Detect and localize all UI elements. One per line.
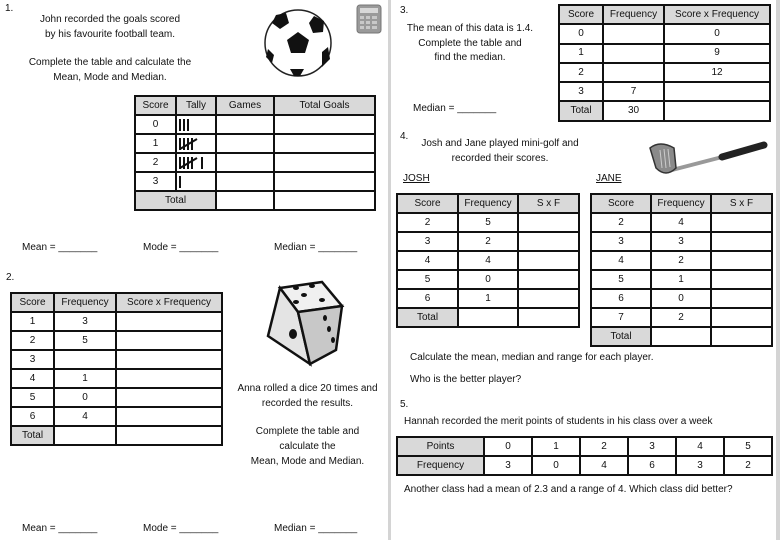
table-cell[interactable]: 4 <box>54 407 116 426</box>
table-cell[interactable] <box>116 331 222 350</box>
column-header: Frequency <box>458 194 518 213</box>
table-cell[interactable]: 3 <box>559 82 603 101</box>
q4-number: 4. <box>400 131 409 142</box>
q1-instructions <box>10 55 210 85</box>
total-row <box>559 101 770 120</box>
calculator-icon <box>356 4 382 34</box>
q4-line1: Josh and Jane played mini-golf and <box>421 138 579 149</box>
table-row <box>11 388 222 407</box>
score-cell[interactable]: 0 <box>135 115 176 134</box>
q2-table <box>10 292 223 446</box>
table-cell[interactable]: 2 <box>651 308 711 327</box>
total-cell[interactable] <box>116 426 222 445</box>
table-cell[interactable]: 1 <box>458 289 518 308</box>
table-cell[interactable]: 1 <box>651 270 711 289</box>
dice-icon <box>262 278 354 368</box>
table-cell[interactable] <box>518 270 579 289</box>
table-cell[interactable] <box>116 369 222 388</box>
q2-line2: recorded the results. <box>261 398 354 409</box>
table-cell[interactable]: 9 <box>664 44 770 63</box>
table-cell[interactable]: 2 <box>397 213 458 232</box>
q1-median: Median = _______ <box>274 242 358 253</box>
table-cell[interactable]: 5 <box>397 270 458 289</box>
goals-total-cell[interactable] <box>274 191 375 210</box>
tally-marks-icon <box>177 118 213 132</box>
table-row <box>11 407 222 426</box>
header-row <box>559 5 770 24</box>
table-cell[interactable]: 5 <box>54 331 116 350</box>
table-cell[interactable]: 3 <box>651 232 711 251</box>
table-cell[interactable]: 1 <box>54 369 116 388</box>
q1-intro <box>20 12 200 42</box>
table-row <box>135 153 375 172</box>
frequency-cell[interactable]: 3 <box>676 456 724 475</box>
games-cell[interactable] <box>216 153 274 172</box>
q1-number: 1. <box>5 3 14 14</box>
q4-task1: Calculate the mean, median and range for each player. <box>410 352 654 363</box>
q1-line2: by his favourite football team. <box>44 29 176 40</box>
table-cell[interactable] <box>711 251 772 270</box>
column-header: Score x Frequency <box>664 5 770 24</box>
q2-mode: Mode = _______ <box>143 523 219 534</box>
table-cell[interactable] <box>664 82 770 101</box>
jane-label: JANE <box>596 173 622 184</box>
table-cell[interactable]: 2 <box>651 251 711 270</box>
column-header: Frequency <box>603 5 664 24</box>
table-row <box>591 270 772 289</box>
page-edge <box>776 0 780 540</box>
table-cell[interactable]: 5 <box>11 388 54 407</box>
points-label: Points <box>397 437 484 456</box>
table-cell[interactable]: 1 <box>559 44 603 63</box>
table-cell[interactable] <box>603 63 664 82</box>
josh-table <box>396 193 580 328</box>
frequency-cell[interactable]: 6 <box>628 456 676 475</box>
table-cell[interactable] <box>711 308 772 327</box>
table-row <box>135 172 375 191</box>
table-cell[interactable]: 0 <box>651 289 711 308</box>
frequency-label: Frequency <box>397 456 484 475</box>
table-cell[interactable] <box>54 350 116 369</box>
table-row <box>11 331 222 350</box>
table-cell[interactable]: 3 <box>54 312 116 331</box>
table-cell[interactable]: 0 <box>54 388 116 407</box>
total-label: Total <box>397 308 458 327</box>
q1-table <box>134 95 376 211</box>
table-cell[interactable]: 5 <box>458 213 518 232</box>
table-row <box>397 213 579 232</box>
score-cell[interactable]: 3 <box>135 172 176 191</box>
q2-line4: calculate the <box>279 441 336 452</box>
q1-line4: Mean, Mode and Median. <box>53 72 167 83</box>
table-cell[interactable]: 6 <box>591 289 651 308</box>
table-row <box>397 270 579 289</box>
total-row <box>11 426 222 445</box>
table-row <box>559 63 770 82</box>
q2-line5: Mean, Mode and Median. <box>250 456 365 467</box>
table-row <box>591 213 772 232</box>
table-cell[interactable]: 4 <box>397 251 458 270</box>
total-goals-cell[interactable] <box>274 115 375 134</box>
table-cell[interactable] <box>116 388 222 407</box>
q3-line1: The mean of this data is 1.4. <box>406 23 534 34</box>
frequency-cell[interactable]: 2 <box>724 456 772 475</box>
total-cell[interactable] <box>458 308 518 327</box>
tally-cell[interactable] <box>176 134 216 153</box>
column-header: Score <box>591 194 651 213</box>
table-cell[interactable]: 2 <box>458 232 518 251</box>
table-row <box>397 251 579 270</box>
q2-line1: Anna rolled a dice 20 times and <box>237 383 378 394</box>
total-goals-cell[interactable] <box>274 134 375 153</box>
header-row <box>135 96 375 115</box>
soccer-ball-icon <box>262 7 334 79</box>
table-row <box>559 82 770 101</box>
total-cell[interactable] <box>518 308 579 327</box>
q3-table <box>558 4 771 122</box>
table-cell[interactable]: 3 <box>591 232 651 251</box>
table-cell[interactable]: 4 <box>458 251 518 270</box>
table-row <box>11 350 222 369</box>
table-row <box>11 312 222 331</box>
table-cell[interactable] <box>116 407 222 426</box>
games-cell[interactable] <box>216 134 274 153</box>
tally-marks-icon <box>177 137 213 151</box>
table-cell[interactable]: 3 <box>11 350 54 369</box>
q2-intro <box>225 381 390 469</box>
points-cell[interactable]: 1 <box>532 437 580 456</box>
jane-table <box>590 193 773 347</box>
q2-number: 2. <box>6 272 15 283</box>
q5-question: Another class had a mean of 2.3 and a range of 4. Which class did better? <box>404 484 733 495</box>
q3-intro <box>400 22 540 66</box>
frequency-cell[interactable]: 0 <box>532 456 580 475</box>
header-row <box>11 293 222 312</box>
q2-line3: Complete the table and <box>255 426 360 437</box>
total-cell[interactable] <box>651 327 711 346</box>
column-header: Total Goals <box>274 96 375 115</box>
column-header: Score <box>135 96 176 115</box>
column-header: Frequency <box>54 293 116 312</box>
table-cell[interactable] <box>711 289 772 308</box>
table-cell[interactable] <box>711 232 772 251</box>
total-row <box>397 308 579 327</box>
table-cell[interactable]: 2 <box>11 331 54 350</box>
table-cell[interactable] <box>711 213 772 232</box>
total-label: Total <box>135 191 216 210</box>
q3-median: Median = _______ <box>413 103 497 114</box>
table-row <box>397 232 579 251</box>
golf-club-icon <box>646 138 770 180</box>
q3-line3: find the median. <box>434 52 506 63</box>
table-cell[interactable]: 3 <box>397 232 458 251</box>
total-goals-cell[interactable] <box>274 172 375 191</box>
q5-intro: Hannah recorded the merit points of students in his class over a week <box>404 416 713 427</box>
q4-task2: Who is the better player? <box>410 374 522 385</box>
table-cell[interactable] <box>518 289 579 308</box>
table-cell[interactable] <box>518 232 579 251</box>
column-header: Score x Frequency <box>116 293 222 312</box>
q2-mean: Mean = _______ <box>22 523 98 534</box>
column-header: Games <box>216 96 274 115</box>
table-cell[interactable]: 0 <box>559 24 603 43</box>
table-cell[interactable]: 5 <box>591 270 651 289</box>
total-cell[interactable]: 30 <box>603 101 664 120</box>
total-row <box>135 191 375 210</box>
table-row <box>135 134 375 153</box>
games-cell[interactable] <box>216 172 274 191</box>
table-cell[interactable] <box>603 44 664 63</box>
points-cell[interactable]: 2 <box>580 437 628 456</box>
tally-marks-icon <box>177 156 213 170</box>
total-cell[interactable] <box>711 327 772 346</box>
table-cell[interactable]: 6 <box>11 407 54 426</box>
column-header: Score <box>559 5 603 24</box>
q4-line2: recorded their scores. <box>451 152 549 164</box>
points-cell[interactable]: 4 <box>676 437 724 456</box>
table-cell[interactable]: 0 <box>664 24 770 43</box>
q2-median: Median = _______ <box>274 523 358 534</box>
table-cell[interactable]: 0 <box>458 270 518 289</box>
table-row <box>135 115 375 134</box>
tally-cell[interactable] <box>176 153 216 172</box>
table-cell[interactable]: 6 <box>397 289 458 308</box>
table-row <box>591 232 772 251</box>
table-cell[interactable]: 4 <box>11 369 54 388</box>
total-cell: Total <box>559 101 603 120</box>
total-row <box>591 327 772 346</box>
points-cell[interactable]: 3 <box>628 437 676 456</box>
table-row <box>591 289 772 308</box>
q1-mode: Mode = _______ <box>143 242 219 253</box>
table-row <box>591 308 772 327</box>
table-row <box>559 44 770 63</box>
table-cell[interactable] <box>518 251 579 270</box>
header-row <box>591 194 772 213</box>
total-goals-cell[interactable] <box>274 153 375 172</box>
games-total-cell[interactable] <box>216 191 274 210</box>
table-cell[interactable] <box>116 312 222 331</box>
josh-label: JOSH <box>403 173 430 184</box>
total-cell[interactable] <box>664 101 770 120</box>
tally-marks-icon <box>177 175 213 189</box>
points-row <box>397 437 772 456</box>
q4-intro <box>410 137 590 166</box>
q3-number: 3. <box>400 5 409 16</box>
column-header: Frequency <box>651 194 711 213</box>
frequency-row <box>397 456 772 475</box>
tally-cell[interactable] <box>176 115 216 134</box>
table-cell[interactable]: 4 <box>591 251 651 270</box>
q1-line3: Complete the table and calculate the <box>28 57 192 68</box>
table-row <box>591 251 772 270</box>
table-cell[interactable]: 7 <box>591 308 651 327</box>
q5-number: 5. <box>400 399 409 410</box>
table-cell[interactable]: 2 <box>559 63 603 82</box>
table-cell[interactable]: 12 <box>664 63 770 82</box>
tally-cell[interactable] <box>176 172 216 191</box>
column-header: Tally <box>176 96 216 115</box>
games-cell[interactable] <box>216 115 274 134</box>
table-row <box>559 24 770 43</box>
column-header: Score <box>11 293 54 312</box>
points-cell[interactable]: 0 <box>484 437 532 456</box>
score-cell[interactable]: 1 <box>135 134 176 153</box>
column-header: S x F <box>711 194 772 213</box>
column-header: S x F <box>518 194 579 213</box>
q1-line1: John recorded the goals scored <box>39 14 181 25</box>
table-cell[interactable]: 4 <box>651 213 711 232</box>
total-cell[interactable] <box>54 426 116 445</box>
table-cell[interactable]: 7 <box>603 82 664 101</box>
table-row <box>11 369 222 388</box>
table-cell[interactable] <box>603 24 664 43</box>
table-cell[interactable]: 1 <box>11 312 54 331</box>
table-cell[interactable] <box>518 213 579 232</box>
total-label: Total <box>591 327 651 346</box>
header-row <box>397 194 579 213</box>
points-cell[interactable]: 5 <box>724 437 772 456</box>
frequency-cell[interactable]: 3 <box>484 456 532 475</box>
frequency-cell[interactable]: 4 <box>580 456 628 475</box>
table-row <box>397 289 579 308</box>
q5-table <box>396 436 773 476</box>
total-label: Total <box>11 426 54 445</box>
score-cell[interactable]: 2 <box>135 153 176 172</box>
q3-line2: Complete the table and <box>418 37 522 49</box>
table-cell[interactable] <box>711 270 772 289</box>
table-cell[interactable]: 2 <box>591 213 651 232</box>
q1-mean: Mean = _______ <box>22 242 98 253</box>
table-cell[interactable] <box>116 350 222 369</box>
column-header: Score <box>397 194 458 213</box>
